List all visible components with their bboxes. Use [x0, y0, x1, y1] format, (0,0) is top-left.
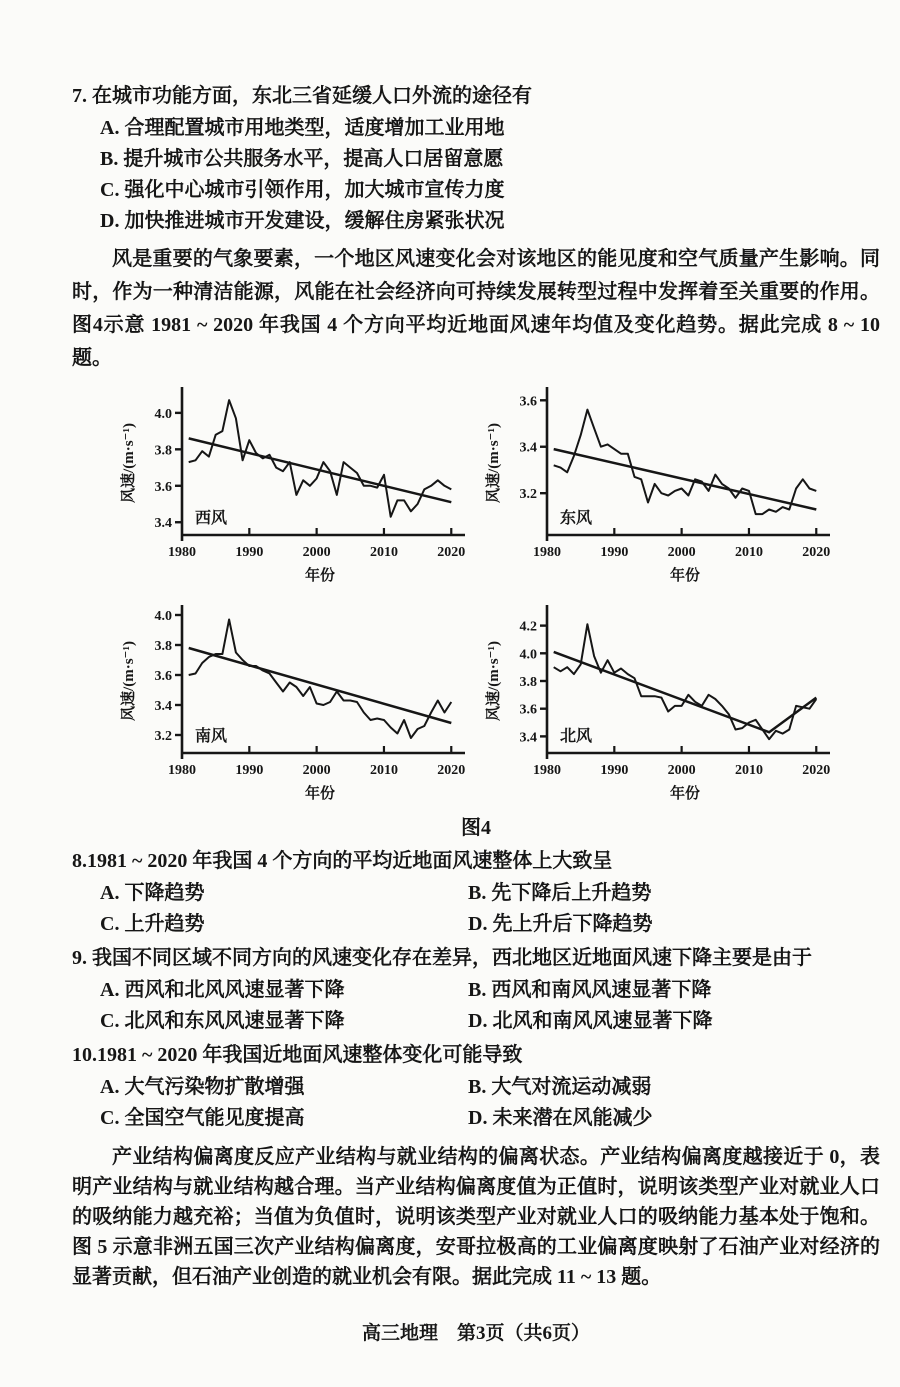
- x-tick-label: 1980: [168, 763, 196, 778]
- x-tick-label: 2020: [802, 545, 831, 560]
- x-tick-label: 1990: [235, 545, 264, 560]
- x-tick-label: 2000: [302, 763, 331, 778]
- question-10: [72, 1039, 880, 1134]
- wind-chart-south-svg: [118, 601, 470, 815]
- x-tick-label: 2010: [734, 545, 763, 560]
- question-7-stem: 7. 在城市功能方面，东北三省延缓人口外流的途径有: [72, 85, 532, 107]
- question-8-options: [100, 878, 880, 940]
- question-9-options: [100, 975, 880, 1037]
- question-8-option-d: D. 先上升后下降趋势: [468, 913, 653, 935]
- direction-label: 东风: [560, 510, 593, 527]
- x-tick-label: 2010: [369, 763, 398, 778]
- x-tick-label: 2010: [734, 763, 763, 778]
- wind-chart-east: [483, 383, 835, 597]
- trend-line: [554, 652, 817, 732]
- question-10-option-a: A. 大气污染物扩散增强: [100, 1076, 305, 1098]
- x-tick-label: 2020: [437, 763, 466, 778]
- question-9-option-d: D. 北风和南风风速显著下降: [468, 1010, 713, 1032]
- question-8-option-b: B. 先下降后上升趋势: [468, 882, 652, 904]
- wind-chart-east-svg: [483, 383, 835, 597]
- question-7-option-c: C. 强化中心城市引领作用，加大城市宣传力度: [100, 179, 505, 201]
- closing-paragraph: 产业结构偏离度反应产业结构与就业结构的偏离状态。产业结构偏离度越接近于 0，表明产业结构与就业结构越合理。当产业结构偏离度值为正值时，说明该类型产业对就业人口的吸纳能力越充裕；当值为负值时，说明该类型产业对就业人口的吸纳能力基本处于饱和。图 5 示意非洲五国三次产业结构偏离度，安哥拉极高的工业偏离度映射了石油产业对经济的显著贡献，但石油产业创造的就业机会有限。据此完成 11 ~ 13 题。: [72, 1146, 880, 1288]
- x-axis-title: 年份: [304, 786, 336, 802]
- wind-chart-west: [118, 383, 470, 597]
- y-tick-label: 3.8: [154, 639, 172, 654]
- question-7-option-d: D. 加快推进城市开发建设，缓解住房紧张状况: [100, 210, 505, 232]
- x-tick-label: 2020: [802, 763, 831, 778]
- y-tick-label: 3.8: [519, 675, 537, 690]
- trend-line: [189, 648, 452, 723]
- question-7-options: [100, 113, 880, 237]
- x-tick-label: 2010: [369, 545, 398, 560]
- question-7-option-a: A. 合理配置城市用地类型，适度增加工业用地: [100, 117, 505, 139]
- question-10-options: [100, 1072, 880, 1134]
- y-tick-label: 4.0: [154, 406, 172, 422]
- question-9-option-c: C. 北风和东风风速显著下降: [100, 1010, 345, 1032]
- question-8: [72, 845, 880, 940]
- x-tick-label: 2000: [302, 545, 331, 560]
- y-axis-title: 风速/(m·s⁻¹): [486, 641, 502, 721]
- wind-chart-west-svg: [118, 383, 470, 597]
- question-10-option-d: D. 未来潜在风能减少: [468, 1107, 653, 1129]
- y-tick-label: 3.2: [519, 487, 537, 503]
- y-tick-label: 3.4: [154, 516, 172, 532]
- y-tick-label: 3.4: [154, 699, 172, 714]
- trend-line: [554, 449, 817, 509]
- data-line: [189, 620, 452, 739]
- question-9-option-a: A. 西风和北风风速显著下降: [100, 979, 345, 1001]
- x-tick-label: 2000: [667, 545, 696, 560]
- y-axis-title: 风速/(m·s⁻¹): [486, 423, 502, 503]
- wind-chart-north-svg: [483, 601, 835, 815]
- question-9-stem: 9. 我国不同区域不同方向的风速变化存在差异，西北地区近地面风速下降主要是由于: [72, 947, 812, 969]
- data-line: [189, 400, 452, 517]
- y-tick-label: 3.8: [154, 443, 172, 459]
- trend-line: [189, 438, 452, 502]
- x-tick-label: 2000: [667, 763, 696, 778]
- y-tick-label: 3.2: [154, 729, 172, 744]
- y-tick-label: 3.6: [519, 702, 537, 718]
- question-10-option-c: C. 全国空气能见度提高: [100, 1107, 305, 1129]
- direction-label: 西风: [195, 510, 228, 527]
- y-tick-label: 4.2: [519, 619, 537, 635]
- y-tick-label: 4.0: [519, 647, 537, 663]
- x-tick-label: 1990: [600, 763, 629, 778]
- wind-chart-south: [118, 601, 470, 815]
- question-7: [72, 80, 880, 237]
- x-tick-label: 1990: [600, 545, 629, 560]
- question-9: [72, 942, 880, 1037]
- figure-4-caption: 图4: [461, 817, 491, 839]
- wind-chart-north: [483, 601, 835, 815]
- data-line: [554, 624, 817, 739]
- direction-label: 南风: [195, 728, 228, 745]
- y-axis-title: 风速/(m·s⁻¹): [121, 641, 137, 721]
- data-line: [554, 410, 817, 514]
- question-8-option-a: A. 下降趋势: [100, 882, 205, 904]
- x-tick-label: 2020: [437, 545, 466, 560]
- figure-4: [72, 383, 880, 841]
- question-8-stem: 8.1981 ~ 2020 年我国 4 个方向的平均近地面风速整体上大致呈: [72, 850, 613, 872]
- x-axis-title: 年份: [669, 786, 701, 802]
- x-tick-label: 1980: [533, 763, 561, 778]
- x-tick-label: 1990: [235, 763, 264, 778]
- y-axis-title: 风速/(m·s⁻¹): [121, 423, 137, 503]
- x-tick-label: 1980: [533, 545, 561, 560]
- y-tick-label: 3.6: [154, 479, 172, 495]
- y-tick-label: 3.4: [519, 440, 537, 456]
- y-tick-label: 3.4: [519, 730, 537, 746]
- x-tick-label: 1980: [168, 545, 196, 560]
- question-7-option-b: B. 提升城市公共服务水平，提高人口居留意愿: [100, 148, 504, 170]
- question-10-option-b: B. 大气对流运动减弱: [468, 1076, 652, 1098]
- page-footer: 高三地理 第3页（共6页）: [361, 1323, 590, 1344]
- question-9-option-b: B. 西风和南风风速显著下降: [468, 979, 712, 1001]
- y-tick-label: 4.0: [154, 609, 172, 624]
- y-tick-label: 3.6: [154, 669, 172, 684]
- figure-4-charts: [118, 383, 880, 815]
- question-10-stem: 10.1981 ~ 2020 年我国近地面风速整体变化可能导致: [72, 1044, 523, 1066]
- direction-label: 北风: [560, 728, 593, 745]
- x-axis-title: 年份: [669, 568, 701, 584]
- question-8-option-c: C. 上升趋势: [100, 913, 205, 935]
- y-tick-label: 3.6: [519, 394, 537, 410]
- intro-paragraph: 风是重要的气象要素，一个地区风速变化会对该地区的能见度和空气质量产生影响。同时，作为一种清洁能源，风能在社会经济向可持续发展转型过程中发挥着至关重要的作用。图4示意 1981 ~ 2020 年我国 4 个方向平均近地面风速年均值及变化趋势。据此完成 8 ~ 10 题。: [72, 248, 880, 369]
- x-axis-title: 年份: [304, 568, 336, 584]
